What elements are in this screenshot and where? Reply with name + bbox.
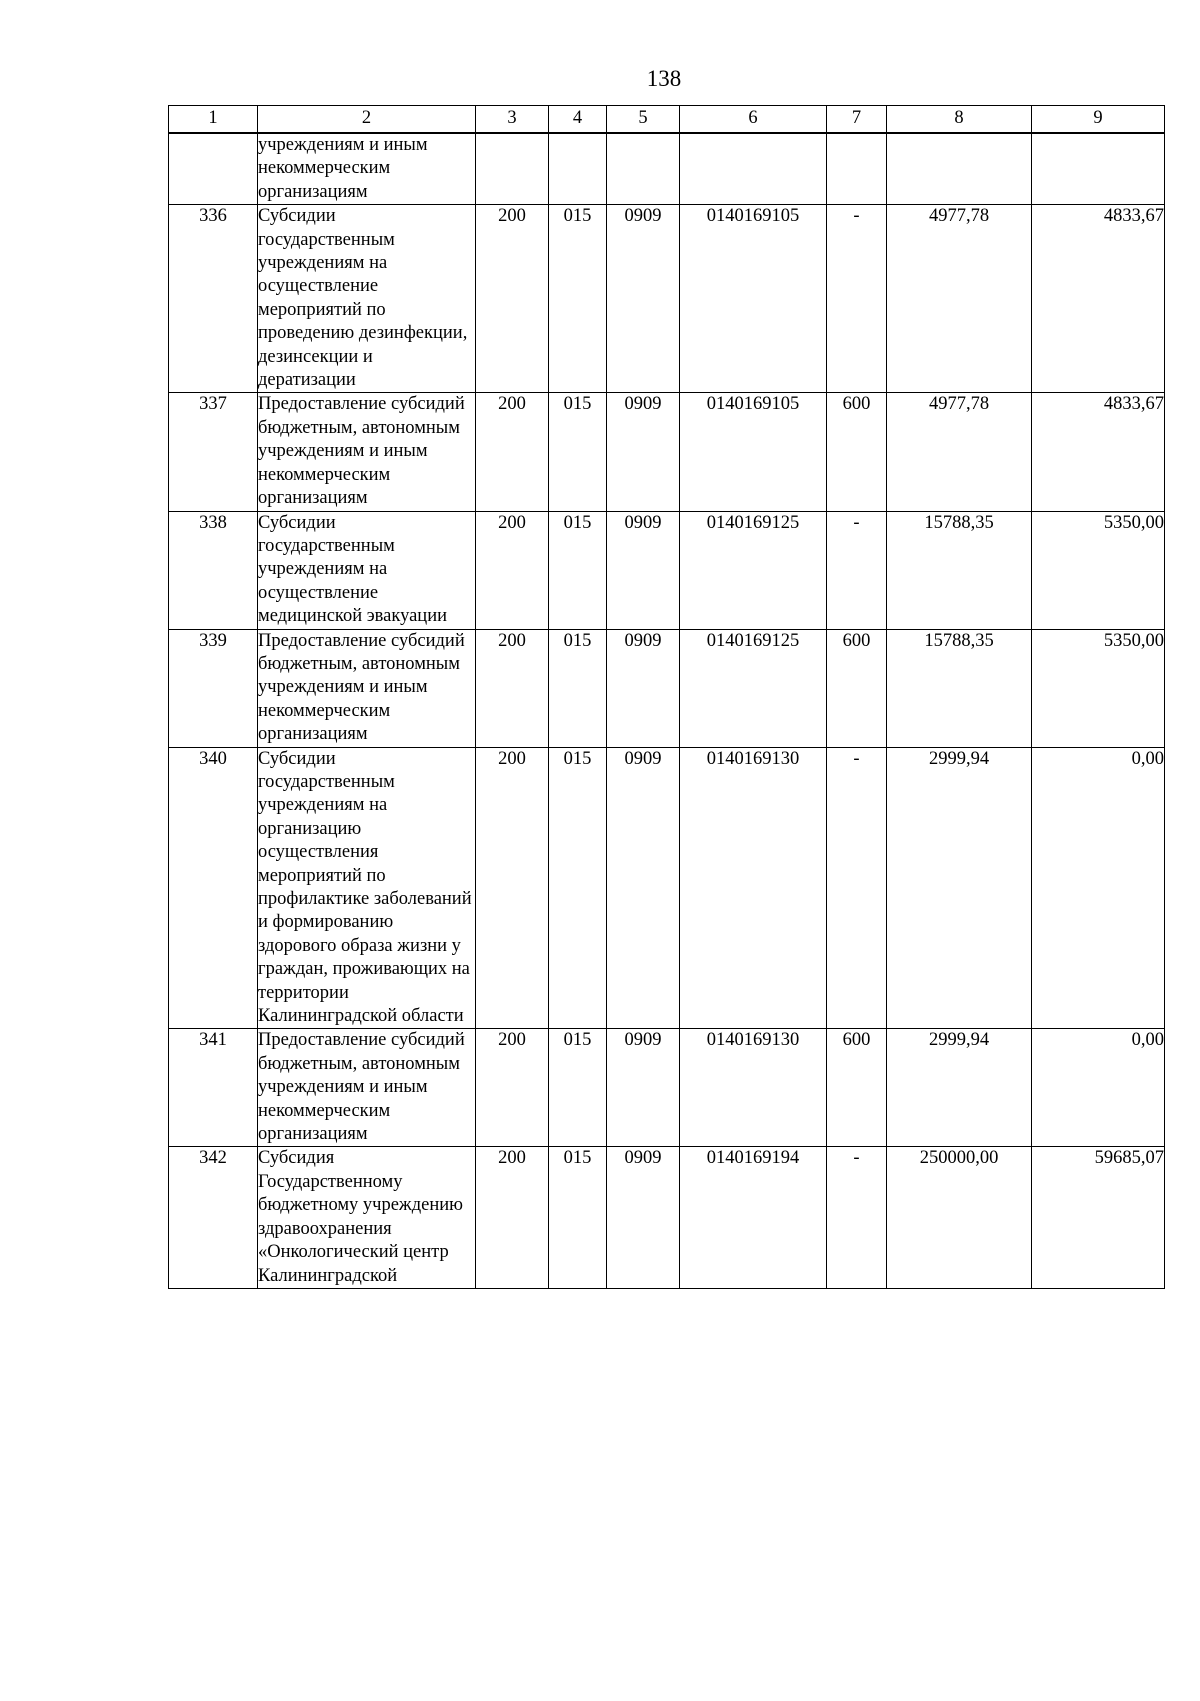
cell-col4: 015	[549, 511, 607, 629]
cell-col4: 015	[549, 747, 607, 1029]
row-number: 338	[169, 511, 258, 629]
row-number: 339	[169, 629, 258, 747]
budget-table	[168, 105, 1165, 1289]
cell-col6: 0140169125	[680, 629, 827, 747]
cell-col6: 0140169105	[680, 205, 827, 393]
cell-col9	[1032, 133, 1165, 205]
row-name: Предоставление субсидий бюджетным, автономным учреждениям и иным некоммерческим организациям	[258, 1029, 476, 1147]
cell-col9: 4833,67	[1032, 393, 1165, 511]
cell-col7	[827, 133, 887, 205]
row-name: Предоставление субсидий бюджетным, автономным учреждениям и иным некоммерческим организациям	[258, 393, 476, 511]
cell-col3	[476, 133, 549, 205]
row-name: Предоставление субсидий бюджетным, автономным учреждениям и иным некоммерческим организациям	[258, 629, 476, 747]
column-header: 9	[1032, 106, 1165, 134]
table-row	[169, 205, 1165, 393]
cell-col5: 0909	[607, 511, 680, 629]
cell-col7: 600	[827, 629, 887, 747]
column-header: 1	[169, 106, 258, 134]
cell-col9: 0,00	[1032, 747, 1165, 1029]
cell-col5: 0909	[607, 393, 680, 511]
row-number: 336	[169, 205, 258, 393]
cell-col8: 15788,35	[887, 629, 1032, 747]
cell-col8: 4977,78	[887, 393, 1032, 511]
table-row	[169, 629, 1165, 747]
column-header: 5	[607, 106, 680, 134]
table-row	[169, 511, 1165, 629]
cell-col3: 200	[476, 1147, 549, 1288]
row-name: учреждениям и иным некоммерческим организациям	[258, 133, 476, 205]
cell-col3: 200	[476, 511, 549, 629]
cell-col4: 015	[549, 629, 607, 747]
cell-col3: 200	[476, 393, 549, 511]
cell-col8: 15788,35	[887, 511, 1032, 629]
column-header: 3	[476, 106, 549, 134]
row-name: Субсидия Государственному бюджетному учреждению здравоохранения «Онкологический центр Калининградской	[258, 1147, 476, 1288]
column-header: 4	[549, 106, 607, 134]
cell-col6: 0140169105	[680, 393, 827, 511]
cell-col6: 0140169125	[680, 511, 827, 629]
row-number	[169, 133, 258, 205]
cell-col5: 0909	[607, 629, 680, 747]
row-name: Субсидии государственным учреждениям на организацию осуществления мероприятий по профилактике заболеваний и формированию здорового образа жизни у граждан, проживающих на территории Калининградской области	[258, 747, 476, 1029]
cell-col9: 4833,67	[1032, 205, 1165, 393]
row-number: 337	[169, 393, 258, 511]
cell-col6	[680, 133, 827, 205]
cell-col4: 015	[549, 1147, 607, 1288]
cell-col7: 600	[827, 393, 887, 511]
table-row	[169, 393, 1165, 511]
cell-col5: 0909	[607, 747, 680, 1029]
cell-col4: 015	[549, 393, 607, 511]
column-header: 8	[887, 106, 1032, 134]
cell-col7: -	[827, 205, 887, 393]
header-row	[169, 106, 1165, 134]
cell-col9: 5350,00	[1032, 629, 1165, 747]
column-header: 2	[258, 106, 476, 134]
table-row	[169, 1029, 1165, 1147]
cell-col3: 200	[476, 747, 549, 1029]
cell-col4: 015	[549, 205, 607, 393]
row-number: 340	[169, 747, 258, 1029]
row-number: 341	[169, 1029, 258, 1147]
cell-col7: -	[827, 511, 887, 629]
cell-col7: -	[827, 1147, 887, 1288]
cell-col4	[549, 133, 607, 205]
cell-col6: 0140169130	[680, 747, 827, 1029]
cell-col3: 200	[476, 205, 549, 393]
page-number: 138	[646, 66, 682, 91]
column-header: 6	[680, 106, 827, 134]
cell-col5: 0909	[607, 1147, 680, 1288]
table-row	[169, 1147, 1165, 1288]
cell-col5: 0909	[607, 205, 680, 393]
cell-col3: 200	[476, 1029, 549, 1147]
cell-col7: 600	[827, 1029, 887, 1147]
cell-col6: 0140169194	[680, 1147, 827, 1288]
cell-col8	[887, 133, 1032, 205]
table-row	[169, 747, 1165, 1029]
cell-col9: 59685,07	[1032, 1147, 1165, 1288]
cell-col3: 200	[476, 629, 549, 747]
row-number: 342	[169, 1147, 258, 1288]
cell-col5: 0909	[607, 1029, 680, 1147]
cell-col7: -	[827, 747, 887, 1029]
row-name: Субсидии государственным учреждениям на осуществление мероприятий по проведению дезинфекции, дезинсекции и дератизации	[258, 205, 476, 393]
cell-col4: 015	[549, 1029, 607, 1147]
cell-col8: 4977,78	[887, 205, 1032, 393]
row-name: Субсидии государственным учреждениям на осуществление медицинской эвакуации	[258, 511, 476, 629]
cell-col8: 250000,00	[887, 1147, 1032, 1288]
table-row	[169, 133, 1165, 205]
column-header: 7	[827, 106, 887, 134]
cell-col9: 5350,00	[1032, 511, 1165, 629]
cell-col5	[607, 133, 680, 205]
cell-col6: 0140169130	[680, 1029, 827, 1147]
cell-col8: 2999,94	[887, 1029, 1032, 1147]
cell-col8: 2999,94	[887, 747, 1032, 1029]
cell-col9: 0,00	[1032, 1029, 1165, 1147]
